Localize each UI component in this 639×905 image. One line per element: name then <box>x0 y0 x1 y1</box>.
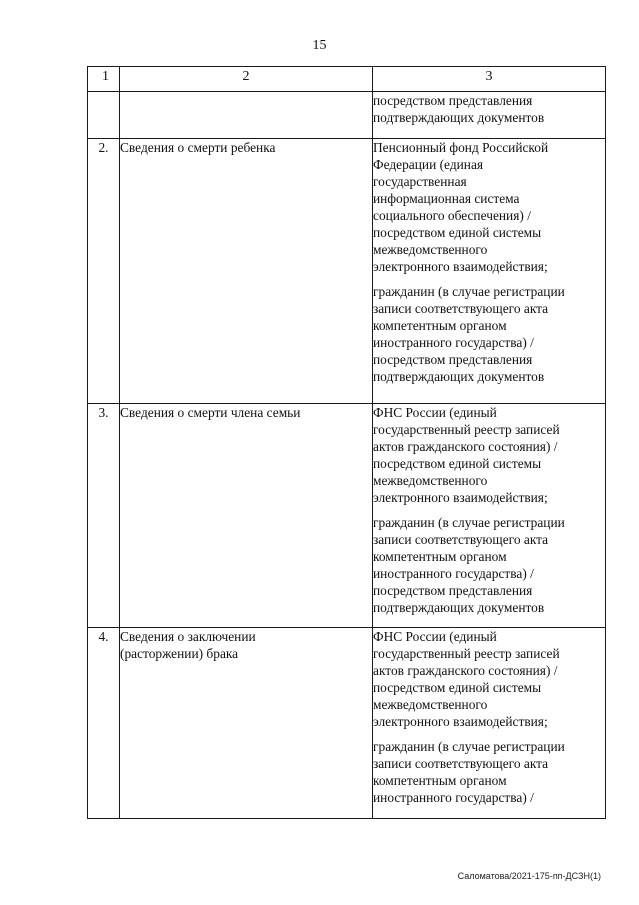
table-header-row <box>88 67 606 92</box>
header-col-1: 1 <box>88 67 120 92</box>
source-paragraph: гражданин (в случае регистрации записи соответствующего акта компетентным органом иностранного государства) / посредством представления подтверждающих документов <box>373 284 565 384</box>
row-sources <box>373 404 606 628</box>
row-name <box>120 628 373 819</box>
header-col-2: 2 <box>120 67 373 92</box>
table-row <box>88 628 606 819</box>
table-row <box>88 139 606 404</box>
document-table <box>87 66 606 819</box>
row-name-text: Сведения о заключении (расторжении) брака <box>120 629 256 661</box>
source-paragraph: посредством представления подтверждающих документов <box>373 93 545 125</box>
source-paragraph: гражданин (в случае регистрации записи соответствующего акта компетентным органом иностранного государства) / <box>373 739 565 805</box>
source-paragraph: ФНС России (единый государственный реестр записей актов гражданского состояния) / посредством единой системы межведомственного электронного взаимодействия; <box>373 405 560 505</box>
row-sources <box>373 92 606 139</box>
document-reference: Саломатова/2021-175-пп-ДСЗН(1) <box>457 871 601 881</box>
table-row <box>88 404 606 628</box>
row-number: 4. <box>88 628 120 819</box>
row-name <box>120 92 373 139</box>
row-name-text: Сведения о смерти ребенка <box>120 140 276 155</box>
row-name-text: Сведения о смерти члена семьи <box>120 405 301 420</box>
row-sources <box>373 139 606 404</box>
row-number: 3. <box>88 404 120 628</box>
row-number: 2. <box>88 139 120 404</box>
table-row-continuation <box>88 92 606 139</box>
source-paragraph: ФНС России (единый государственный реестр записей актов гражданского состояния) / посредством единой системы межведомственного электронного взаимодействия; <box>373 629 560 729</box>
source-paragraph: гражданин (в случае регистрации записи соответствующего акта компетентным органом иностранного государства) / посредством представления подтверждающих документов <box>373 515 565 615</box>
header-col-3: 3 <box>373 67 606 92</box>
page-number: 15 <box>312 38 327 53</box>
row-number <box>88 92 120 139</box>
row-name <box>120 139 373 404</box>
row-sources <box>373 628 606 819</box>
row-name <box>120 404 373 628</box>
source-paragraph: Пенсионный фонд Российской Федерации (единая государственная информационная система социального обеспечения) / посредством единой системы межведомственного электронного взаимодействия; <box>373 140 549 274</box>
